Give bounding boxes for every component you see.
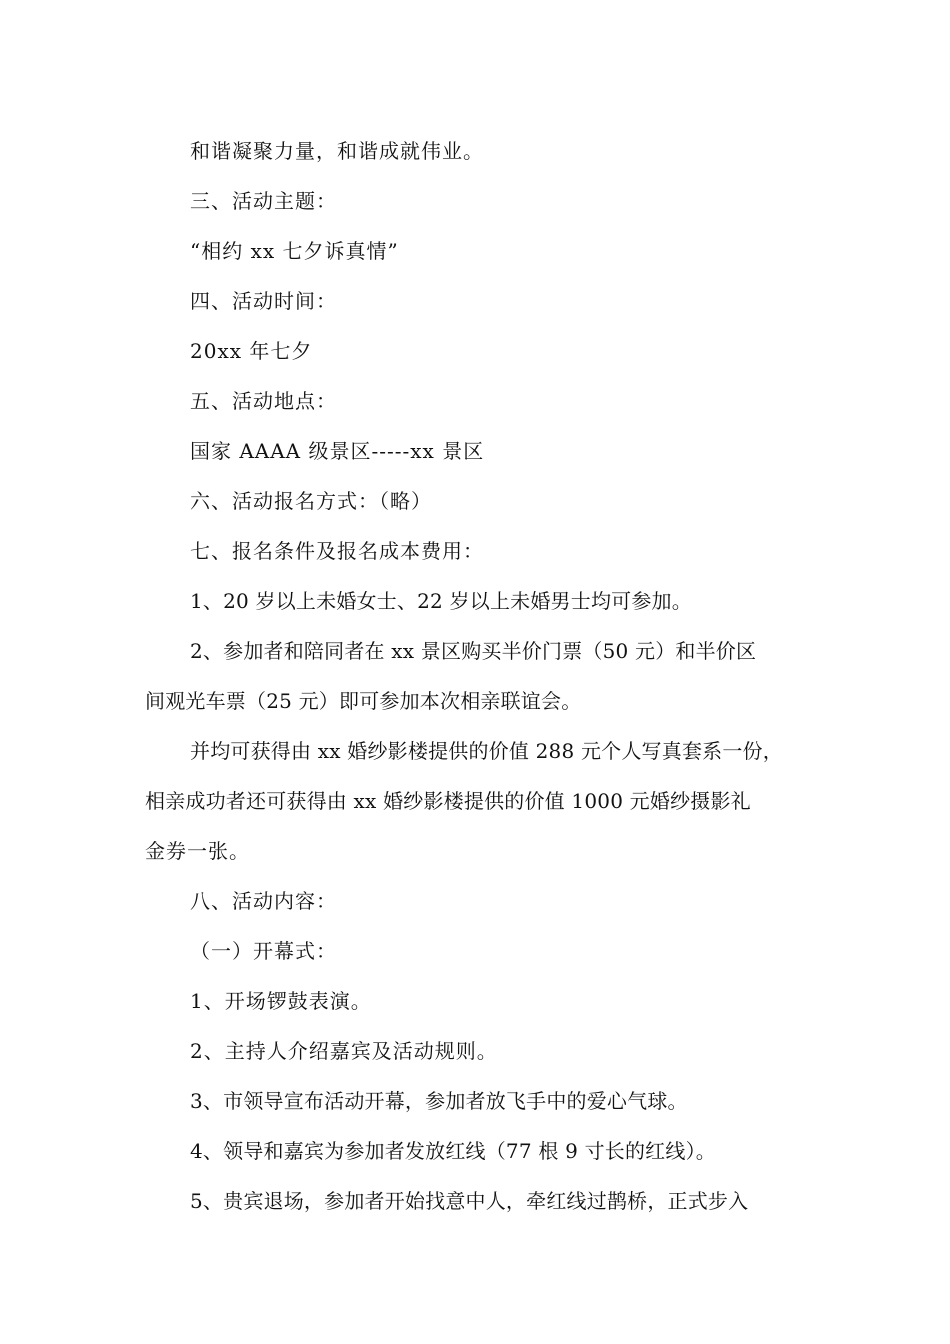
- prize-paragraph-line-2: 相亲成功者还可获得由 xx 婚纱影楼提供的价值 1000 元婚纱摄影礼: [145, 789, 751, 813]
- condition-item-1: 1、20 岁以上未婚女士、22 岁以上未婚男士均可参加。: [190, 589, 692, 613]
- time-text: 20xx 年七夕: [190, 339, 313, 363]
- opening-item-5: 5、贵宾退场，参加者开始找意中人，牵红线过鹊桥，正式步入: [190, 1189, 749, 1213]
- condition-item-2-line-1: 2、参加者和陪同者在 xx 景区购买半价门票（50 元）和半价区: [190, 639, 757, 663]
- opening-item-4: 4、领导和嘉宾为参加者发放红线（77 根 9 寸长的红线）。: [190, 1139, 716, 1163]
- opening-item-2: 2、主持人介绍嘉宾及活动规则。: [190, 1039, 498, 1063]
- prize-paragraph-line-1: 并均可获得由 xx 婚纱影楼提供的价值 288 元个人写真套系一份，: [190, 739, 783, 763]
- section-heading-registration-method: 六、活动报名方式：（略）: [190, 489, 432, 513]
- section-heading-location: 五、活动地点：: [190, 389, 337, 413]
- opening-item-1: 1、开场锣鼓表演。: [190, 989, 372, 1013]
- theme-text: “相约 xx 七夕诉真情”: [190, 239, 399, 263]
- paragraph-line-1: 和谐凝聚力量，和谐成就伟业。: [190, 139, 484, 163]
- location-text: 国家 AAAA 级景区-----xx 景区: [190, 439, 485, 463]
- section-heading-registration-conditions: 七、报名条件及报名成本费用：: [190, 539, 484, 563]
- section-heading-theme: 三、活动主题：: [190, 189, 337, 213]
- section-heading-content: 八、活动内容：: [190, 889, 337, 913]
- section-heading-time: 四、活动时间：: [190, 289, 337, 313]
- subsection-heading-opening: （一）开幕式：: [190, 939, 337, 963]
- prize-paragraph-line-3: 金券一张。: [145, 839, 250, 863]
- opening-item-3: 3、市领导宣布活动开幕，参加者放飞手中的爱心气球。: [190, 1089, 688, 1113]
- condition-item-2-line-2: 间观光车票（25 元）即可参加本次相亲联谊会。: [145, 689, 582, 713]
